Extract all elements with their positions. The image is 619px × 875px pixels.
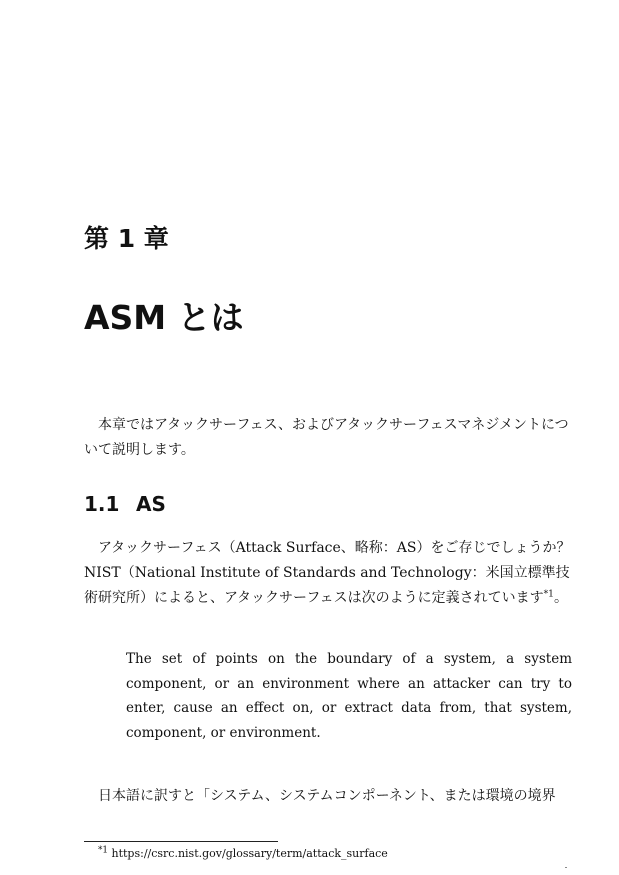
section-number: 1.1 <box>84 492 120 516</box>
definition-text-end: 。 <box>553 590 568 606</box>
definition-text: アタックサーフェス（Attack Surface、略称：AS）をご存じでしょうか？NIST（National Institute of Standards and Technology：米国立標準技術研究所）によると、アタックサーフェスは次のように定義されています <box>84 540 571 606</box>
chapter-label: 第 1 章 <box>84 224 169 253</box>
footnote-marker: *1 <box>98 845 108 856</box>
footnote-divider <box>84 841 278 842</box>
section-heading <box>84 494 166 514</box>
page-speck <box>565 867 567 868</box>
definition-paragraph <box>84 536 574 611</box>
nist-definition-quote: The set of points on the boundary of a system, a system component, or an environment where an attacker can try to enter, cause an effect on, or extract data from, that system, component, or environment. <box>126 651 572 741</box>
chapter-title: ASM とは <box>84 298 244 337</box>
footnote-reference[interactable]: *1 <box>543 589 554 600</box>
footnote <box>98 847 388 861</box>
intro-paragraph: 本章ではアタックサーフェス、およびアタックサーフェスマネジメントについて説明します。 <box>84 417 569 458</box>
translation-paragraph: 日本語に訳すと「システム、システムコンポーネント、または環境の境界 <box>98 788 556 804</box>
section-title: AS <box>136 492 166 516</box>
footnote-link[interactable]: https://csrc.nist.gov/glossary/term/attack_surface <box>111 847 388 860</box>
